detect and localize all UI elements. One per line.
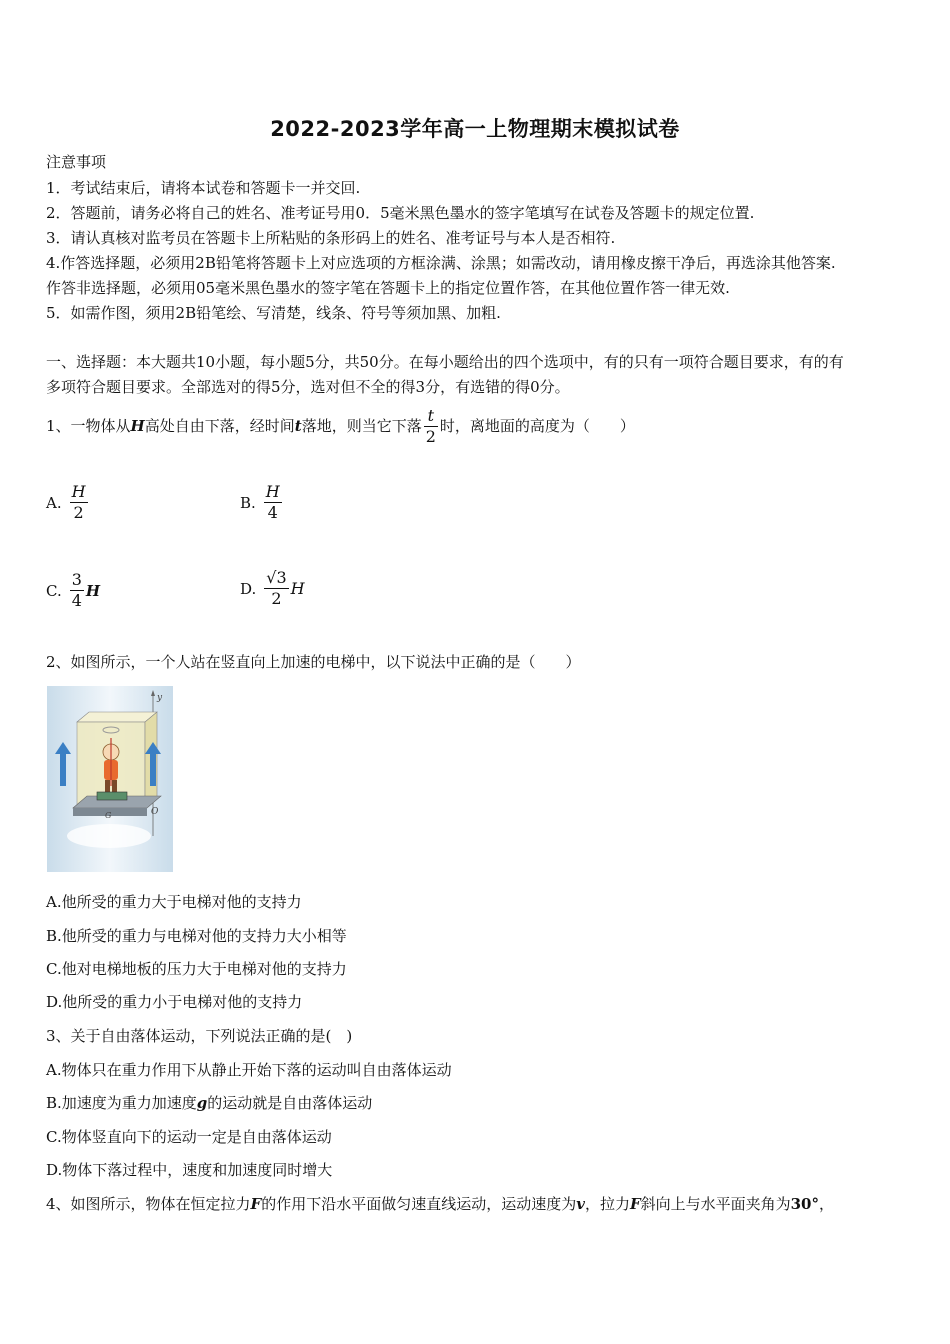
elevator-figure — [47, 686, 173, 872]
q1-option-d[interactable]: D. $\frac{√3}{2}$ H — [240, 568, 305, 608]
q3-option-b[interactable]: B.加速度为重力加速度g的运动就是自由落体运动 — [46, 1094, 373, 1112]
note-item: 3．请认真核对监考员在答题卡上所粘贴的条形码上的姓名、准考证号与本人是否相符. — [46, 229, 616, 247]
q2-option-b[interactable]: B.他所受的重力与电梯对他的支持力大小相等 — [46, 927, 347, 945]
q3-option-c[interactable]: C.物体竖直向下的运动一定是自由落体运动 — [46, 1128, 332, 1146]
q2-option-d[interactable]: D.他所受的重力小于电梯对他的支持力 — [46, 993, 303, 1011]
q1-option-a[interactable]: A. $\frac{H}{2}$ — [46, 482, 86, 522]
q2-option-c[interactable]: C.他对电梯地板的压力大于电梯对他的支持力 — [46, 960, 347, 978]
origin-label: O — [151, 807, 159, 817]
note-item: 4.作答选择题，必须用2B铅笔将答题卡上对应选项的方框涂满、涂黑；如需改动，请用橡皮擦干净后，再选涂其他答案. — [46, 254, 836, 272]
g-label: G — [105, 811, 112, 820]
var-H: H — [130, 417, 145, 435]
q3-option-d[interactable]: D.物体下落过程中，速度和加速度同时增大 — [46, 1161, 333, 1179]
fraction-t-over-2: $\frac{t}{2}$ — [425, 405, 436, 446]
question-1-stem: 1、一物体从 H 高处自由下落，经时间 t 落地，则当它下落 $\frac{t}{2}$ 时，离地面的高度为（ ） — [46, 405, 635, 446]
q2-option-a[interactable]: A.他所受的重力大于电梯对他的支持力 — [46, 893, 302, 911]
q3-option-a[interactable]: A.物体只在重力作用下从静止开始下落的运动叫自由落体运动 — [46, 1061, 452, 1079]
q1-option-c[interactable]: C. $\frac{3}{4}$ H — [46, 570, 101, 610]
note-item: 2．答题前，请务必将自己的姓名、准考证号用0．5毫米黑色墨水的签字笔填写在试卷及答题卡的规定位置. — [46, 204, 755, 222]
note-item: 5．如需作图，须用2B铅笔绘、写清楚，线条、符号等须加黑、加粗. — [46, 304, 501, 322]
page-title: 2022-2023学年高一上物理期末模拟试卷 — [270, 117, 680, 141]
question-2-stem: 2、如图所示，一个人站在竖直向上加速的电梯中，以下说法中正确的是（ ） — [46, 653, 581, 671]
question-3-stem: 3、关于自由落体运动，下列说法正确的是( ) — [46, 1027, 353, 1045]
question-4-stem: 4、如图所示，物体在恒定拉力F的作用下沿水平面做匀速直线运动，运动速度为v，拉力F斜向上与水平面夹角为30°， — [46, 1195, 835, 1213]
q1-option-b[interactable]: B. $\frac{H}{4}$ — [240, 482, 280, 522]
notes-heading: 注意事项 — [46, 153, 107, 171]
note-item: 1．考试结束后，请将本试卷和答题卡一并交回. — [46, 179, 361, 197]
note-item: 作答非选择题，必须用05毫米黑色墨水的签字笔在答题卡上的指定位置作答，在其他位置作答一律无效. — [46, 279, 730, 297]
section-intro-line2: 多项符合题目要求。全部选对的得5分，选对但不全的得3分，有选错的得0分。 — [46, 378, 570, 396]
y-axis-label: y — [157, 693, 163, 703]
section-intro-line1: 一、选择题：本大题共10小题，每小题5分，共50分。在每小题给出的四个选项中，有的只有一项符合题目要求，有的有 — [46, 353, 844, 371]
var-t: t — [294, 417, 302, 435]
